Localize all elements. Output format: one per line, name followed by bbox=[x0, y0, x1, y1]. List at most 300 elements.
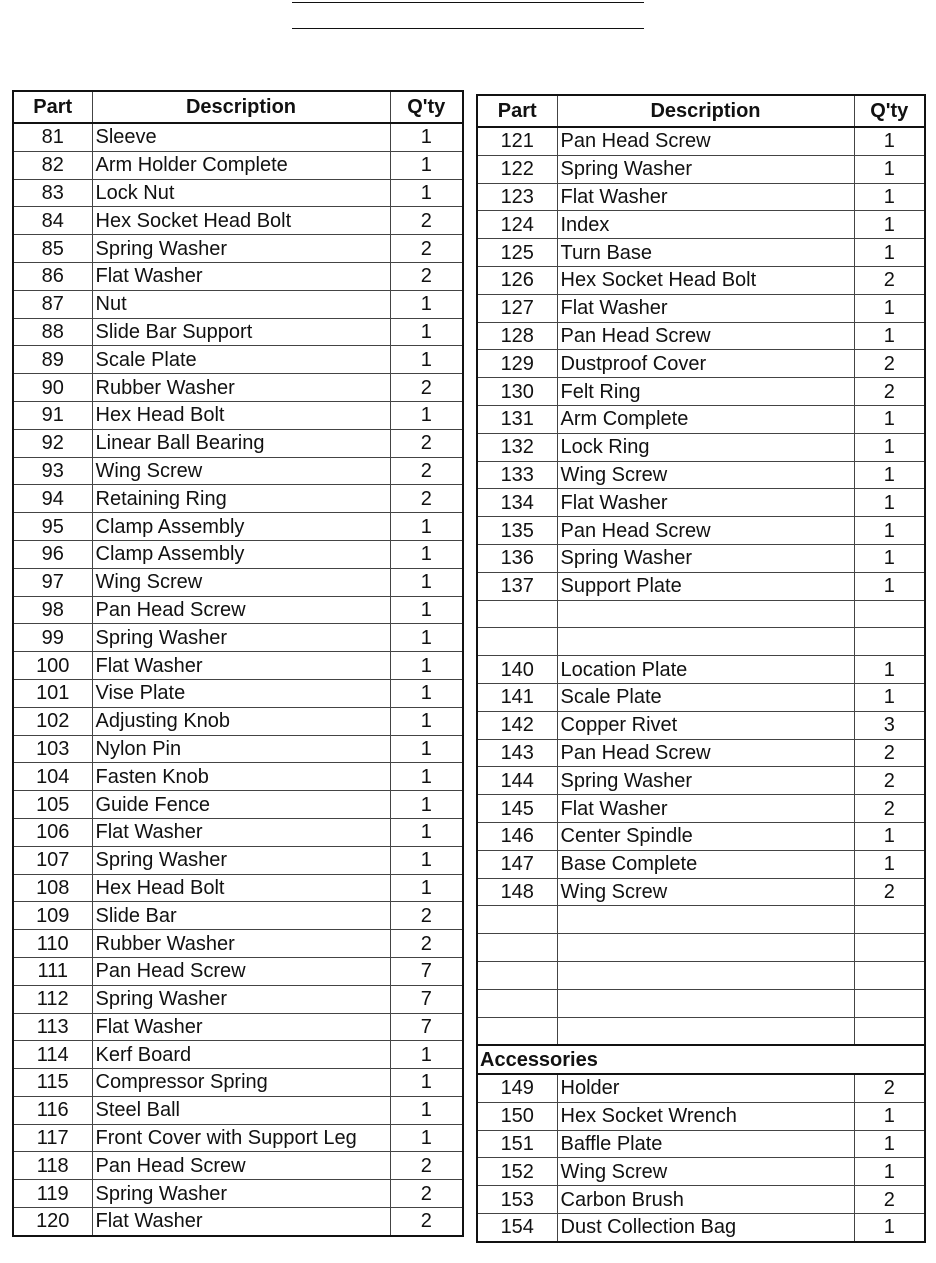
part-number: 114 bbox=[13, 1041, 92, 1069]
part-number: 91 bbox=[13, 401, 92, 429]
part-number: 134 bbox=[477, 489, 557, 517]
table-row bbox=[477, 405, 925, 433]
header-row bbox=[13, 91, 463, 123]
parts-table-left bbox=[12, 90, 464, 1237]
part-header: Part bbox=[13, 91, 92, 123]
table-row bbox=[13, 262, 463, 290]
part-number: 143 bbox=[477, 739, 557, 767]
table-row bbox=[13, 1180, 463, 1208]
part-number: 132 bbox=[477, 433, 557, 461]
part-description: Spring Washer bbox=[557, 767, 854, 795]
part-description: Wing Screw bbox=[557, 878, 854, 906]
table-row bbox=[13, 985, 463, 1013]
part-description: Slide Bar bbox=[92, 902, 390, 930]
part-description: Arm Holder Complete bbox=[92, 151, 390, 179]
table-row bbox=[477, 739, 925, 767]
table-row bbox=[477, 544, 925, 572]
part-number: 108 bbox=[13, 874, 92, 902]
part-number: 110 bbox=[13, 930, 92, 958]
table-row bbox=[477, 266, 925, 294]
part-quantity: 1 bbox=[854, 322, 925, 350]
table-row bbox=[13, 735, 463, 763]
part-description: Turn Base bbox=[557, 239, 854, 267]
part-quantity: 2 bbox=[390, 485, 463, 513]
table-row bbox=[13, 791, 463, 819]
part-number: 149 bbox=[477, 1074, 557, 1102]
table-row bbox=[477, 517, 925, 545]
part-number: 113 bbox=[13, 1013, 92, 1041]
table-row bbox=[13, 596, 463, 624]
table-row bbox=[13, 540, 463, 568]
part-description: Nylon Pin bbox=[92, 735, 390, 763]
part-description: Flat Washer bbox=[557, 489, 854, 517]
part-description: Location Plate bbox=[557, 656, 854, 684]
part-description: Flat Washer bbox=[92, 1013, 390, 1041]
part-description: Arm Complete bbox=[557, 405, 854, 433]
part-quantity: 1 bbox=[390, 346, 463, 374]
part-description: Linear Ball Bearing bbox=[92, 429, 390, 457]
part-description bbox=[557, 989, 854, 1017]
table-row bbox=[13, 485, 463, 513]
part-description: Spring Washer bbox=[92, 624, 390, 652]
part-quantity bbox=[854, 628, 925, 656]
part-number: 136 bbox=[477, 544, 557, 572]
table-row bbox=[13, 652, 463, 680]
part-quantity: 1 bbox=[854, 183, 925, 211]
part-description: Vise Plate bbox=[92, 679, 390, 707]
part-description: Flat Washer bbox=[92, 652, 390, 680]
part-quantity: 1 bbox=[390, 1096, 463, 1124]
part-quantity: 1 bbox=[854, 155, 925, 183]
table-row bbox=[477, 322, 925, 350]
part-description: Felt Ring bbox=[557, 378, 854, 406]
part-quantity: 2 bbox=[390, 207, 463, 235]
table-row bbox=[13, 513, 463, 541]
header-rule-top bbox=[292, 2, 644, 3]
part-number: 117 bbox=[13, 1124, 92, 1152]
table-row bbox=[477, 1214, 925, 1242]
part-description: Pan Head Screw bbox=[557, 739, 854, 767]
part-number: 94 bbox=[13, 485, 92, 513]
table-row bbox=[13, 902, 463, 930]
part-quantity: 1 bbox=[390, 1069, 463, 1097]
part-description: Pan Head Screw bbox=[557, 127, 854, 155]
table-row bbox=[13, 1069, 463, 1097]
table-row bbox=[477, 878, 925, 906]
part-number: 152 bbox=[477, 1158, 557, 1186]
part-quantity bbox=[854, 1017, 925, 1045]
part-quantity: 1 bbox=[390, 791, 463, 819]
table-row bbox=[477, 155, 925, 183]
part-quantity: 1 bbox=[854, 683, 925, 711]
part-description: Compressor Spring bbox=[92, 1069, 390, 1097]
part-number bbox=[477, 934, 557, 962]
part-number: 145 bbox=[477, 795, 557, 823]
part-number: 122 bbox=[477, 155, 557, 183]
part-description: Fasten Knob bbox=[92, 763, 390, 791]
part-description: Steel Ball bbox=[92, 1096, 390, 1124]
table-row bbox=[477, 989, 925, 1017]
part-quantity: 1 bbox=[390, 1041, 463, 1069]
part-quantity: 1 bbox=[390, 874, 463, 902]
part-description: Pan Head Screw bbox=[92, 596, 390, 624]
part-number: 90 bbox=[13, 374, 92, 402]
part-description: Flat Washer bbox=[557, 795, 854, 823]
part-description: Carbon Brush bbox=[557, 1186, 854, 1214]
part-quantity: 2 bbox=[854, 1186, 925, 1214]
part-quantity: 2 bbox=[854, 739, 925, 767]
part-quantity bbox=[854, 600, 925, 628]
part-quantity: 2 bbox=[390, 1152, 463, 1180]
part-description: Spring Washer bbox=[92, 985, 390, 1013]
table-row bbox=[477, 628, 925, 656]
table-row bbox=[13, 874, 463, 902]
table-row bbox=[477, 1074, 925, 1102]
table-row bbox=[477, 683, 925, 711]
part-number: 95 bbox=[13, 513, 92, 541]
table-row bbox=[477, 767, 925, 795]
part-description: Pan Head Screw bbox=[92, 957, 390, 985]
table-row bbox=[477, 489, 925, 517]
part-quantity: 1 bbox=[854, 1214, 925, 1242]
table-row bbox=[477, 294, 925, 322]
table-row bbox=[13, 374, 463, 402]
part-quantity: 1 bbox=[854, 1158, 925, 1186]
table-row bbox=[13, 151, 463, 179]
part-number: 118 bbox=[13, 1152, 92, 1180]
part-number: 127 bbox=[477, 294, 557, 322]
part-quantity: 1 bbox=[854, 294, 925, 322]
description-header: Description bbox=[557, 95, 854, 127]
table-row bbox=[477, 795, 925, 823]
qty-header: Q'ty bbox=[390, 91, 463, 123]
part-number: 99 bbox=[13, 624, 92, 652]
table-row bbox=[13, 1124, 463, 1152]
part-number: 115 bbox=[13, 1069, 92, 1097]
part-description: Hex Head Bolt bbox=[92, 401, 390, 429]
table-row bbox=[13, 457, 463, 485]
part-quantity: 2 bbox=[390, 457, 463, 485]
part-description: Flat Washer bbox=[92, 1208, 390, 1236]
part-quantity bbox=[854, 934, 925, 962]
part-number: 87 bbox=[13, 290, 92, 318]
table-row bbox=[477, 934, 925, 962]
part-description: Spring Washer bbox=[92, 846, 390, 874]
table-row bbox=[13, 1096, 463, 1124]
part-description: Front Cover with Support Leg bbox=[92, 1124, 390, 1152]
part-description: Lock Ring bbox=[557, 433, 854, 461]
part-quantity: 1 bbox=[390, 290, 463, 318]
part-quantity: 2 bbox=[390, 930, 463, 958]
part-quantity bbox=[854, 906, 925, 934]
table-row bbox=[477, 211, 925, 239]
part-description: Base Complete bbox=[557, 850, 854, 878]
part-description: Dust Collection Bag bbox=[557, 1214, 854, 1242]
part-number: 93 bbox=[13, 457, 92, 485]
part-description bbox=[557, 906, 854, 934]
table-row bbox=[13, 318, 463, 346]
part-quantity: 1 bbox=[390, 735, 463, 763]
part-description: Spring Washer bbox=[92, 1180, 390, 1208]
part-quantity: 1 bbox=[390, 679, 463, 707]
part-number: 131 bbox=[477, 405, 557, 433]
part-quantity: 1 bbox=[854, 572, 925, 600]
part-number bbox=[477, 600, 557, 628]
part-number: 101 bbox=[13, 679, 92, 707]
table-row bbox=[13, 179, 463, 207]
part-number bbox=[477, 906, 557, 934]
table-row bbox=[13, 346, 463, 374]
part-quantity: 2 bbox=[390, 902, 463, 930]
part-number: 135 bbox=[477, 517, 557, 545]
part-description: Hex Socket Head Bolt bbox=[557, 266, 854, 294]
part-number: 106 bbox=[13, 818, 92, 846]
part-description: Guide Fence bbox=[92, 791, 390, 819]
part-number: 109 bbox=[13, 902, 92, 930]
part-quantity: 1 bbox=[390, 596, 463, 624]
part-description: Scale Plate bbox=[557, 683, 854, 711]
table-row bbox=[13, 1041, 463, 1069]
part-number: 100 bbox=[13, 652, 92, 680]
table-row bbox=[13, 429, 463, 457]
part-quantity: 3 bbox=[854, 711, 925, 739]
part-number: 119 bbox=[13, 1180, 92, 1208]
part-number: 96 bbox=[13, 540, 92, 568]
part-number: 121 bbox=[477, 127, 557, 155]
part-description: Flat Washer bbox=[557, 294, 854, 322]
table-row bbox=[13, 207, 463, 235]
part-number: 111 bbox=[13, 957, 92, 985]
part-quantity: 7 bbox=[390, 957, 463, 985]
part-number: 102 bbox=[13, 707, 92, 735]
part-header: Part bbox=[477, 95, 557, 127]
part-number: 81 bbox=[13, 123, 92, 151]
part-number: 128 bbox=[477, 322, 557, 350]
part-description: Lock Nut bbox=[92, 179, 390, 207]
part-number: 84 bbox=[13, 207, 92, 235]
part-quantity: 1 bbox=[854, 461, 925, 489]
part-quantity: 1 bbox=[854, 405, 925, 433]
description-header: Description bbox=[92, 91, 390, 123]
part-number bbox=[477, 989, 557, 1017]
part-quantity: 2 bbox=[390, 429, 463, 457]
part-description: Baffle Plate bbox=[557, 1130, 854, 1158]
part-quantity: 1 bbox=[854, 850, 925, 878]
table-row bbox=[477, 350, 925, 378]
table-row bbox=[13, 930, 463, 958]
part-quantity: 2 bbox=[390, 1208, 463, 1236]
part-quantity: 1 bbox=[854, 239, 925, 267]
table-row bbox=[477, 183, 925, 211]
part-quantity: 1 bbox=[854, 656, 925, 684]
part-number: 148 bbox=[477, 878, 557, 906]
part-description: Pan Head Screw bbox=[557, 517, 854, 545]
part-description: Hex Head Bolt bbox=[92, 874, 390, 902]
part-quantity: 1 bbox=[390, 818, 463, 846]
accessories-section-row bbox=[477, 1045, 925, 1074]
part-number: 97 bbox=[13, 568, 92, 596]
part-quantity: 7 bbox=[390, 1013, 463, 1041]
part-number: 89 bbox=[13, 346, 92, 374]
part-quantity: 1 bbox=[390, 540, 463, 568]
part-description: Hex Socket Wrench bbox=[557, 1102, 854, 1130]
part-description: Support Plate bbox=[557, 572, 854, 600]
part-number: 82 bbox=[13, 151, 92, 179]
part-quantity: 2 bbox=[854, 266, 925, 294]
part-description: Center Spindle bbox=[557, 822, 854, 850]
part-description: Wing Screw bbox=[92, 457, 390, 485]
part-quantity: 1 bbox=[390, 707, 463, 735]
part-quantity: 1 bbox=[854, 544, 925, 572]
part-description: Rubber Washer bbox=[92, 930, 390, 958]
table-row bbox=[13, 818, 463, 846]
part-quantity: 1 bbox=[390, 123, 463, 151]
part-number: 107 bbox=[13, 846, 92, 874]
part-description: Copper Rivet bbox=[557, 711, 854, 739]
part-number: 144 bbox=[477, 767, 557, 795]
table-row bbox=[477, 961, 925, 989]
part-number: 103 bbox=[13, 735, 92, 763]
table-row bbox=[477, 378, 925, 406]
part-number: 104 bbox=[13, 763, 92, 791]
part-description: Scale Plate bbox=[92, 346, 390, 374]
part-number: 137 bbox=[477, 572, 557, 600]
part-quantity: 2 bbox=[390, 235, 463, 263]
part-description bbox=[557, 961, 854, 989]
part-description: Flat Washer bbox=[92, 262, 390, 290]
part-number: 88 bbox=[13, 318, 92, 346]
part-quantity: 1 bbox=[390, 318, 463, 346]
table-row bbox=[477, 1158, 925, 1186]
part-description: Clamp Assembly bbox=[92, 513, 390, 541]
table-row bbox=[477, 822, 925, 850]
part-quantity: 2 bbox=[854, 378, 925, 406]
part-number: 150 bbox=[477, 1102, 557, 1130]
part-quantity: 2 bbox=[854, 878, 925, 906]
part-quantity: 2 bbox=[390, 1180, 463, 1208]
table-row bbox=[13, 763, 463, 791]
table-row bbox=[13, 707, 463, 735]
part-quantity: 1 bbox=[390, 568, 463, 596]
part-quantity: 2 bbox=[854, 795, 925, 823]
part-number: 116 bbox=[13, 1096, 92, 1124]
table-row bbox=[13, 1208, 463, 1236]
part-description: Nut bbox=[92, 290, 390, 318]
part-quantity: 7 bbox=[390, 985, 463, 1013]
part-quantity: 1 bbox=[854, 822, 925, 850]
table-row bbox=[13, 123, 463, 151]
part-quantity: 1 bbox=[390, 652, 463, 680]
table-row bbox=[477, 433, 925, 461]
part-quantity: 1 bbox=[854, 127, 925, 155]
table-row bbox=[13, 401, 463, 429]
part-description: Dustproof Cover bbox=[557, 350, 854, 378]
part-description: Pan Head Screw bbox=[557, 322, 854, 350]
part-number: 83 bbox=[13, 179, 92, 207]
part-quantity: 2 bbox=[854, 350, 925, 378]
part-description: Wing Screw bbox=[557, 461, 854, 489]
part-description: Index bbox=[557, 211, 854, 239]
part-quantity: 2 bbox=[854, 1074, 925, 1102]
table-row bbox=[13, 1013, 463, 1041]
part-quantity: 1 bbox=[854, 517, 925, 545]
part-quantity: 2 bbox=[854, 767, 925, 795]
table-row bbox=[477, 656, 925, 684]
part-quantity: 1 bbox=[854, 1102, 925, 1130]
table-row bbox=[13, 568, 463, 596]
table-row bbox=[477, 1017, 925, 1045]
part-number: 140 bbox=[477, 656, 557, 684]
table-row bbox=[477, 461, 925, 489]
part-number: 105 bbox=[13, 791, 92, 819]
table-row bbox=[477, 239, 925, 267]
part-quantity: 2 bbox=[390, 374, 463, 402]
part-number: 133 bbox=[477, 461, 557, 489]
table-row bbox=[477, 1102, 925, 1130]
part-description: Wing Screw bbox=[557, 1158, 854, 1186]
part-number: 153 bbox=[477, 1186, 557, 1214]
part-number: 154 bbox=[477, 1214, 557, 1242]
part-description bbox=[557, 628, 854, 656]
part-description: Spring Washer bbox=[557, 155, 854, 183]
part-description: Kerf Board bbox=[92, 1041, 390, 1069]
part-number: 120 bbox=[13, 1208, 92, 1236]
part-description bbox=[557, 934, 854, 962]
table-row bbox=[13, 679, 463, 707]
part-quantity: 1 bbox=[390, 1124, 463, 1152]
qty-header: Q'ty bbox=[854, 95, 925, 127]
part-description: Holder bbox=[557, 1074, 854, 1102]
part-description bbox=[557, 1017, 854, 1045]
part-description: Slide Bar Support bbox=[92, 318, 390, 346]
table-row bbox=[13, 290, 463, 318]
part-quantity: 1 bbox=[390, 846, 463, 874]
table-row bbox=[477, 906, 925, 934]
part-quantity: 1 bbox=[854, 489, 925, 517]
header-row bbox=[477, 95, 925, 127]
part-quantity: 1 bbox=[854, 433, 925, 461]
part-quantity bbox=[854, 989, 925, 1017]
part-quantity: 1 bbox=[390, 513, 463, 541]
part-number: 126 bbox=[477, 266, 557, 294]
table-row bbox=[13, 235, 463, 263]
table-row bbox=[13, 846, 463, 874]
part-number: 146 bbox=[477, 822, 557, 850]
table-row bbox=[477, 850, 925, 878]
table-row bbox=[477, 711, 925, 739]
part-number: 92 bbox=[13, 429, 92, 457]
part-number: 98 bbox=[13, 596, 92, 624]
part-quantity: 1 bbox=[390, 151, 463, 179]
part-description: Spring Washer bbox=[557, 544, 854, 572]
table-row bbox=[477, 1130, 925, 1158]
part-description: Flat Washer bbox=[92, 818, 390, 846]
part-number: 142 bbox=[477, 711, 557, 739]
part-quantity: 1 bbox=[390, 401, 463, 429]
part-number: 125 bbox=[477, 239, 557, 267]
part-number bbox=[477, 628, 557, 656]
part-description: Adjusting Knob bbox=[92, 707, 390, 735]
part-number bbox=[477, 961, 557, 989]
part-number: 85 bbox=[13, 235, 92, 263]
part-number: 141 bbox=[477, 683, 557, 711]
table-row bbox=[477, 600, 925, 628]
part-quantity: 2 bbox=[390, 262, 463, 290]
part-quantity: 1 bbox=[390, 179, 463, 207]
table-row bbox=[13, 957, 463, 985]
part-quantity: 1 bbox=[854, 1130, 925, 1158]
part-description: Wing Screw bbox=[92, 568, 390, 596]
